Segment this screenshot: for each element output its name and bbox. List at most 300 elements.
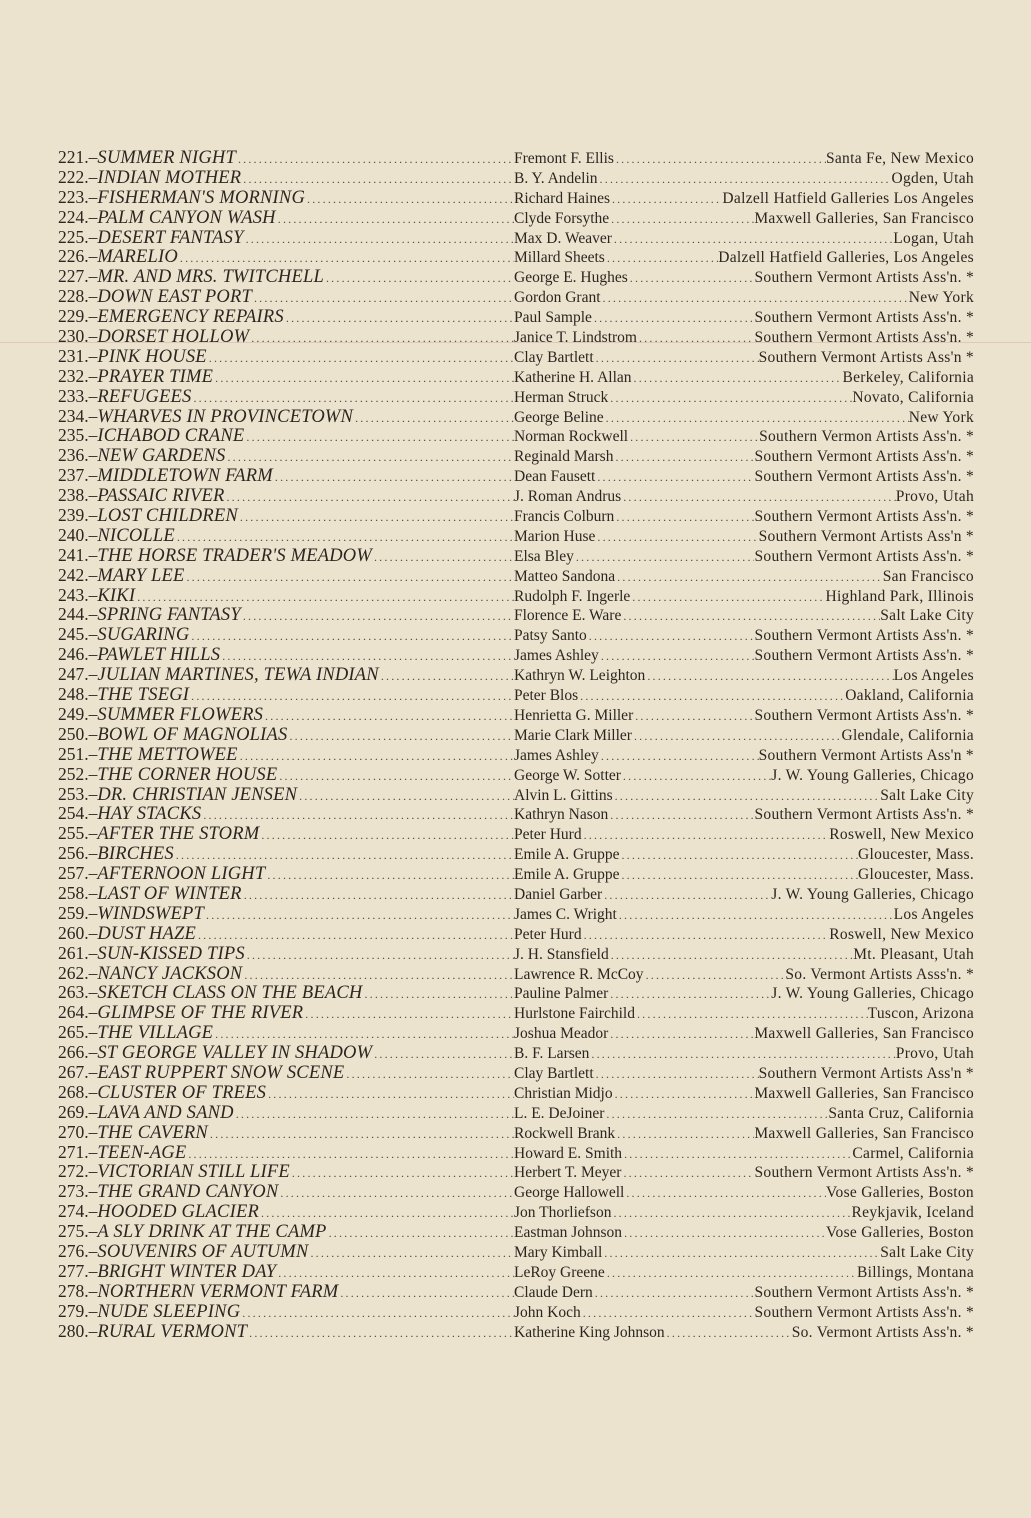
entry-number: 246.–	[58, 645, 98, 665]
dot-leader	[621, 767, 771, 787]
entry-artist-column	[514, 1004, 974, 1025]
entry-title: HOODED GLACIER	[97, 1202, 259, 1223]
entry-artist-column	[514, 1283, 974, 1304]
dot-leader	[604, 1105, 828, 1125]
entry-artist-column	[514, 805, 974, 826]
entry-title-column	[58, 228, 514, 250]
entry-title-column	[58, 267, 514, 289]
entry-artist: Mary Kimball	[514, 1243, 603, 1261]
entry-number: 256.–	[58, 844, 98, 864]
entry-artist: George Beline	[514, 408, 604, 426]
dot-leader	[632, 369, 843, 389]
entry-source: Southern Vermont Artists Ass'n. *	[754, 269, 974, 287]
entry-title: ST GEORGE VALLEY IN SHADOW	[97, 1043, 373, 1064]
catalog-entry	[58, 1103, 974, 1123]
entry-title: CLUSTER OF TREES	[97, 1082, 267, 1103]
entry-artist-column	[514, 388, 974, 409]
entry-source: Carmel, California	[852, 1144, 974, 1162]
entry-source: J. W. Young Galleries, Chicago	[771, 885, 974, 903]
entry-artist: Dean Fausett	[514, 468, 596, 486]
dot-leader	[621, 488, 896, 508]
catalog-entry	[58, 1202, 974, 1222]
entry-number: 268.–	[58, 1082, 98, 1102]
entry-source: Gloucester, Mass.	[858, 846, 974, 864]
entry-artist: Jon Thorliefson	[514, 1204, 612, 1222]
entry-source: Southern Vermont Artists Ass'n. *	[754, 468, 974, 486]
entry-artist: Matteo Sandona	[514, 567, 616, 585]
entry-artist-column	[514, 746, 974, 767]
entry-title: AFTER THE STORM	[97, 824, 260, 845]
entry-title-column	[58, 1282, 514, 1304]
entry-title: SUN-KISSED TIPS	[97, 943, 245, 964]
entry-artist-column	[514, 984, 974, 1005]
entry-artist-column	[514, 1024, 974, 1045]
dot-leader	[621, 1164, 754, 1184]
entry-artist: George Hallowell	[514, 1184, 625, 1202]
entry-title: THE VILLAGE	[97, 1023, 214, 1044]
entry-title-column	[58, 208, 514, 230]
entry-artist-column	[514, 925, 974, 946]
entry-title: MIDDLETOWN FARM	[97, 466, 273, 487]
entry-artist-column	[514, 328, 974, 349]
entry-source: Mt. Pleasant, Utah	[853, 945, 974, 963]
entry-number: 280.–	[58, 1321, 98, 1341]
catalog-entry	[58, 367, 974, 387]
entry-artist: Alvin L. Gittins	[514, 786, 613, 804]
entry-title-column	[58, 685, 514, 707]
entry-title-column	[58, 566, 514, 588]
entry-title: NORTHERN VERMONT FARM	[97, 1281, 339, 1302]
entry-source: J. W. Young Galleries, Chicago	[771, 766, 974, 784]
catalog-entry	[58, 586, 974, 606]
entry-title: WHARVES IN PROVINCETOWN	[97, 406, 354, 427]
entry-title: PASSAIC RIVER	[97, 486, 225, 507]
entry-artist-column	[514, 766, 974, 787]
dot-leader	[594, 1065, 759, 1085]
dot-leader	[578, 687, 845, 707]
catalog-entry	[58, 1302, 974, 1322]
catalog-entry	[58, 307, 974, 327]
entry-title-column	[58, 168, 514, 190]
entry-title-column	[58, 526, 514, 548]
entry-number: 263.–	[58, 983, 98, 1003]
entry-number: 229.–	[58, 307, 98, 327]
entry-title-column	[58, 367, 514, 389]
entry-title-column	[58, 1302, 514, 1324]
entry-title-column	[58, 725, 514, 747]
entry-artist-column	[514, 348, 974, 369]
entry-artist-column	[514, 408, 974, 429]
entry-artist-column	[514, 189, 974, 210]
dot-leader	[592, 309, 755, 329]
entry-title: SOUVENIRS OF AUTUMN	[97, 1241, 309, 1262]
entry-number: 225.–	[58, 227, 98, 247]
entry-title-column	[58, 804, 514, 826]
entry-artist-column	[514, 209, 974, 230]
entry-number: 236.–	[58, 446, 98, 466]
entry-number: 275.–	[58, 1222, 98, 1242]
catalog-entry	[58, 1162, 974, 1182]
entry-artist: Fremont F. Ellis	[514, 150, 614, 167]
entry-title-column	[58, 347, 514, 369]
dot-leader	[602, 1244, 880, 1264]
entry-title: THE CORNER HOUSE	[97, 764, 278, 785]
entry-title-column	[58, 486, 514, 508]
dot-leader	[574, 548, 755, 568]
entry-title-column	[58, 1023, 514, 1045]
dot-leader	[628, 269, 755, 289]
entry-source: Southern Vermont Artists Ass'n. *	[754, 1303, 974, 1321]
entry-title: THE HORSE TRADER'S MEADOW	[97, 545, 372, 566]
entry-source: Provo, Utah	[895, 1045, 974, 1063]
entry-artist-column	[514, 1144, 974, 1165]
entry-title-column	[58, 1242, 514, 1264]
catalog-entry	[58, 267, 974, 287]
entry-source: Oakland, California	[845, 687, 974, 705]
entry-title: DESERT FANTASY	[97, 227, 244, 248]
entry-artist: Millard Sheets	[514, 249, 605, 267]
entry-source: Southern Vermont Artists Ass'n. *	[754, 706, 974, 724]
entry-artist: Henrietta G. Miller	[514, 706, 634, 724]
entry-title-column	[58, 1103, 514, 1125]
entry-number: 221.–	[58, 148, 98, 167]
entry-source: Southern Vermont Artists Ass'n. *	[754, 1283, 974, 1301]
entry-artist: George W. Sotter	[514, 766, 621, 784]
entry-artist-column	[514, 825, 974, 846]
entry-source: Southern Vermont Artists Ass'n. *	[754, 806, 974, 824]
entry-source: Maxwell Galleries, San Francisco	[754, 1124, 974, 1142]
entry-title-column	[58, 446, 514, 468]
entry-number: 222.–	[58, 167, 98, 187]
entry-title-column	[58, 944, 514, 966]
entry-title-column	[58, 904, 514, 926]
entry-source: Salt Lake City	[880, 786, 974, 804]
entry-artist-column	[514, 1183, 974, 1204]
entry-title: GLIMPSE OF THE RIVER	[97, 1003, 304, 1024]
dot-leader	[613, 448, 754, 468]
catalog-entry	[58, 665, 974, 685]
dot-leader	[635, 1005, 868, 1025]
entry-title-column	[58, 307, 514, 329]
entry-title-column	[58, 1262, 514, 1284]
catalog-entry	[58, 745, 974, 765]
entry-number: 279.–	[58, 1301, 98, 1321]
entry-title: THE CAVERN	[97, 1122, 208, 1143]
entry-number: 270.–	[58, 1122, 98, 1142]
entry-number: 277.–	[58, 1261, 98, 1281]
dot-leader	[593, 1284, 755, 1304]
entry-artist: John Koch	[514, 1303, 581, 1321]
catalog-entry	[58, 824, 974, 844]
entry-artist: Peter Hurd	[514, 826, 582, 844]
entry-title-column	[58, 625, 514, 647]
dot-leader	[645, 667, 893, 687]
entry-source: Billings, Montana	[856, 1263, 974, 1281]
entry-artist: Clyde Forsythe	[514, 209, 610, 227]
entry-artist-column	[514, 487, 974, 508]
entry-artist: Herman Struck	[514, 388, 609, 406]
entry-artist: Richard Haines	[514, 189, 610, 207]
dot-leader	[628, 428, 759, 448]
entry-artist: Marie Clark Miller	[514, 726, 632, 744]
entry-source: Southern Vermont Artists Ass'n *	[758, 1064, 974, 1082]
entry-artist: James Ashley	[514, 746, 599, 764]
entry-title-column	[58, 287, 514, 309]
entry-source: Los Angeles	[893, 905, 974, 923]
catalog-entry	[58, 1043, 974, 1063]
entry-source: Gloucester, Mass.	[858, 866, 974, 884]
entry-title: BIRCHES	[97, 844, 174, 865]
entry-artist: Katherine H. Allan	[514, 368, 632, 386]
entry-number: 243.–	[58, 585, 98, 605]
dot-leader	[608, 389, 852, 409]
catalog-entry	[58, 247, 974, 267]
entry-artist: Pauline Palmer	[514, 985, 609, 1003]
entry-source: Highland Park, Illinois	[825, 587, 974, 605]
entry-artist: Claude Dern	[514, 1283, 593, 1301]
entry-number: 260.–	[58, 923, 98, 943]
entry-source: So. Vermont Artists Asss'n. *	[785, 965, 974, 983]
entry-artist-column	[514, 368, 974, 389]
entry-title-column	[58, 148, 514, 170]
entry-title-column	[58, 824, 514, 846]
entry-artist: Paul Sample	[514, 309, 592, 327]
entry-source: J. W. Young Galleries, Chicago	[771, 985, 974, 1003]
entry-artist: Kathryn W. Leighton	[514, 667, 646, 685]
entry-number: 265.–	[58, 1023, 98, 1043]
entry-source: Ogden, Utah	[891, 169, 974, 187]
entry-title: ICHABOD CRANE	[97, 426, 245, 447]
entry-title-column	[58, 466, 514, 488]
dot-leader	[605, 1264, 857, 1284]
dot-leader	[605, 249, 718, 269]
catalog-entry	[58, 426, 974, 446]
entry-number: 223.–	[58, 187, 98, 207]
entry-artist-column	[514, 646, 974, 667]
entry-title-column	[58, 407, 514, 429]
entry-title-column	[58, 785, 514, 807]
entry-title-column	[58, 605, 514, 627]
dot-leader	[594, 349, 759, 369]
entry-artist-column	[514, 1124, 974, 1145]
dot-leader	[598, 170, 892, 190]
dot-leader	[608, 1025, 754, 1045]
entry-source: Roswell, New Mexico	[829, 826, 974, 844]
entry-title: RURAL VERMONT	[97, 1321, 248, 1342]
dot-leader	[617, 906, 894, 926]
entry-artist-column	[514, 965, 974, 986]
entry-artist: LeRoy Greene	[514, 1263, 605, 1281]
entry-number: 232.–	[58, 366, 98, 386]
entry-title-column	[58, 1322, 514, 1344]
entry-artist-column	[514, 467, 974, 488]
catalog-entry	[58, 1182, 974, 1202]
entry-title: AFTERNOON LIGHT	[97, 864, 266, 885]
entry-artist: Christian Midjo	[514, 1084, 613, 1102]
entry-artist-column	[514, 308, 974, 329]
entry-source: Maxwell Galleries, San Francisco	[754, 1025, 974, 1043]
entry-title-column	[58, 1083, 514, 1105]
entry-artist: Daniel Garber	[514, 885, 603, 903]
entry-artist-column	[514, 786, 974, 807]
dot-leader	[608, 806, 754, 826]
entry-artist-column	[514, 1203, 974, 1224]
entry-title: SUGARING	[97, 625, 190, 646]
entry-artist-column	[514, 885, 974, 906]
entry-title-column	[58, 1003, 514, 1025]
entry-source: Logan, Utah	[893, 229, 974, 247]
entry-source: Southern Vermon Artists Ass'n. *	[759, 428, 974, 446]
entry-number: 228.–	[58, 287, 98, 307]
entry-title: VICTORIAN STILL LIFE	[97, 1162, 290, 1183]
catalog-entry	[58, 407, 974, 427]
dot-leader	[595, 468, 754, 488]
catalog-entry	[58, 446, 974, 466]
entry-title-column	[58, 864, 514, 886]
catalog-entry	[58, 526, 974, 546]
catalog-entry	[58, 546, 974, 566]
entry-title: HAY STACKS	[97, 804, 202, 825]
entry-title-column	[58, 1063, 514, 1085]
entry-title-column	[58, 1182, 514, 1204]
entry-number: 259.–	[58, 903, 98, 923]
entry-title: WINDSWEPT	[97, 903, 204, 924]
catalog-entry	[58, 466, 974, 486]
dot-leader	[619, 866, 858, 886]
entry-title-column	[58, 844, 514, 866]
entry-title-column	[58, 387, 514, 409]
entry-source: Dalzell Hatfield Galleries, Los Angeles	[718, 249, 974, 267]
entry-artist: Katherine King Johnson	[514, 1323, 665, 1341]
entry-source: Novato, California	[852, 388, 974, 406]
dot-leader	[601, 289, 909, 309]
entry-artist: Norman Rockwell	[514, 428, 629, 446]
dot-leader	[622, 1224, 826, 1244]
catalog-entry	[58, 566, 974, 586]
entry-number: 247.–	[58, 665, 98, 685]
entry-artist: Florence E. Ware	[514, 607, 622, 625]
entry-source: Glendale, California	[841, 726, 974, 744]
entry-title: LAVA AND SAND	[97, 1102, 234, 1123]
catalog-entry	[58, 506, 974, 526]
entry-artist-column	[514, 686, 974, 707]
dot-leader	[613, 787, 881, 807]
entry-title: NEW GARDENS	[97, 446, 226, 467]
entry-number: 248.–	[58, 685, 98, 705]
entry-source: Southern Vermont Artists Ass'n. *	[754, 508, 974, 526]
entry-title: THE GRAND CANYON	[97, 1182, 279, 1203]
entry-number: 227.–	[58, 267, 98, 287]
entry-artist-column	[514, 527, 974, 548]
entry-artist: Clay Bartlett	[514, 1064, 594, 1082]
entry-number: 249.–	[58, 704, 98, 724]
dot-leader	[615, 568, 883, 588]
entry-number: 272.–	[58, 1162, 98, 1182]
catalog-entry	[58, 864, 974, 884]
entry-artist: B. F. Larsen	[514, 1045, 590, 1063]
entry-artist-column	[514, 706, 974, 727]
entry-artist-column	[514, 1263, 974, 1284]
entry-number: 271.–	[58, 1142, 98, 1162]
entry-title: INDIAN MOTHER	[97, 167, 242, 188]
entry-artist-column	[514, 626, 974, 647]
entry-title: TEEN-AGE	[97, 1142, 187, 1163]
entry-source: Provo, Utah	[895, 488, 974, 506]
entry-title-column	[58, 884, 514, 906]
entry-title-column	[58, 1123, 514, 1145]
entry-title-column	[58, 705, 514, 727]
entry-number: 240.–	[58, 525, 98, 545]
entry-source: Southern Vermont Artists Ass'n. *	[754, 309, 974, 327]
entry-number: 276.–	[58, 1241, 98, 1261]
entry-artist-column	[514, 1104, 974, 1125]
entry-artist: Hurlstone Fairchild	[514, 1005, 635, 1023]
entry-source: Vose Galleries, Boston	[826, 1224, 974, 1242]
entry-artist: Herbert T. Meyer	[514, 1164, 622, 1182]
dot-leader	[611, 1204, 851, 1224]
entry-number: 230.–	[58, 327, 98, 347]
entry-artist: Gordon Grant	[514, 289, 601, 307]
entry-title-column	[58, 327, 514, 349]
entry-artist-column	[514, 945, 974, 966]
entry-artist: James Ashley	[514, 647, 599, 665]
entry-artist: Emile A. Gruppe	[514, 846, 620, 864]
entry-artist: Janice T. Lindstrom	[514, 329, 637, 347]
entry-artist: Patsy Santo	[514, 627, 587, 645]
catalog-entry	[58, 1123, 974, 1143]
entry-source: New York	[908, 408, 974, 426]
entry-number: 235.–	[58, 426, 98, 446]
entry-artist-column	[514, 268, 974, 289]
entry-title: NICOLLE	[97, 525, 175, 546]
dot-leader	[630, 588, 825, 608]
dot-leader	[589, 1045, 895, 1065]
entry-title: SUMMER NIGHT	[97, 148, 236, 168]
entry-number: 251.–	[58, 744, 98, 764]
dot-leader	[665, 1324, 792, 1344]
entry-artist-column	[514, 567, 974, 588]
entry-artist-column	[514, 726, 974, 747]
entry-title-column	[58, 1162, 514, 1184]
entry-title-column	[58, 964, 514, 986]
entry-source: Southern Vermont Artists Ass'n. *	[754, 448, 974, 466]
catalog-entry	[58, 1003, 974, 1023]
dot-leader	[632, 727, 842, 747]
entry-artist: Elsa Bley	[514, 547, 574, 565]
entry-number: 244.–	[58, 605, 98, 625]
entry-title-column	[58, 1202, 514, 1224]
catalog-entry	[58, 785, 974, 805]
entry-number: 237.–	[58, 466, 98, 486]
entry-artist: Kathryn Nason	[514, 806, 609, 824]
entry-source: Southern Vermont Artists Ass'n. *	[754, 647, 974, 665]
catalog-entry	[58, 1282, 974, 1302]
entry-title: DOWN EAST PORT	[97, 287, 252, 308]
catalog-entry	[58, 287, 974, 307]
entry-title-column	[58, 745, 514, 767]
entry-artist-column	[514, 845, 974, 866]
entry-source: Southern Vermont Artists Ass'n *	[758, 746, 974, 764]
catalog-entry	[58, 168, 974, 188]
entry-artist-column	[514, 447, 974, 468]
entry-title: SPRING FANTASY	[97, 605, 241, 626]
entry-number: 238.–	[58, 486, 98, 506]
entry-artist: Lawrence R. McCoy	[514, 965, 644, 983]
entry-source: Dalzell Hatfield Galleries Los Angeles	[722, 189, 974, 207]
entry-number: 226.–	[58, 247, 98, 267]
entry-number: 258.–	[58, 883, 98, 903]
catalog-entry	[58, 327, 974, 347]
